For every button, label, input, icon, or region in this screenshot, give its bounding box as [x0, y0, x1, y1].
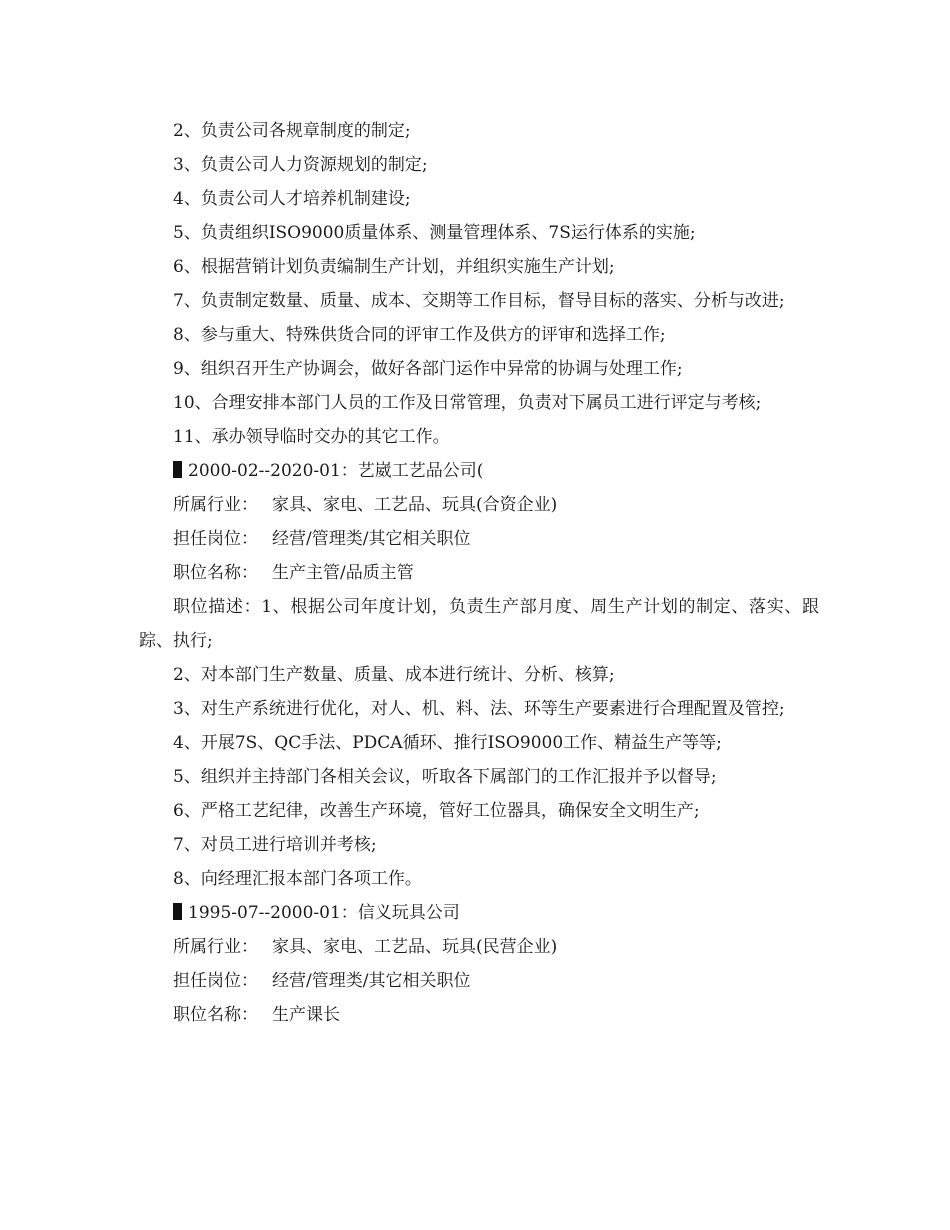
- field-label: 所属行业：: [173, 495, 258, 515]
- title-field: [139, 556, 819, 590]
- field-value: 家具、家电、工艺品、玩具(民营企业): [272, 937, 558, 957]
- section-marker-icon: [173, 903, 182, 920]
- duty-item: 8、参与重大、特殊供货合同的评审工作及供方的评审和选择工作;: [173, 325, 666, 345]
- duty-item: 10、合理安排本部门人员的工作及日常管理，负责对下属员工进行评定与考核;: [173, 393, 762, 413]
- duty-item: 6、根据营销计划负责编制生产计划，并组织实施生产计划;: [173, 257, 615, 277]
- field-value: 生产主管/品质主管: [272, 563, 414, 583]
- job-header-text: 1995-07--2000-01：信义玩具公司: [188, 903, 460, 923]
- duty-item: 11、承办领导临时交办的其它工作。: [173, 427, 450, 447]
- job-section-header: [139, 454, 819, 488]
- duty-item: 4、负责公司人才培养机制建设;: [173, 189, 411, 209]
- industry-field: [139, 930, 819, 964]
- field-value: 经营/管理类/其它相关职位: [272, 971, 471, 991]
- field-value: 经营/管理类/其它相关职位: [272, 529, 471, 549]
- field-label: 职位名称：: [173, 563, 258, 583]
- duty-item: 2、负责公司各规章制度的制定;: [173, 121, 411, 141]
- duty-item: 4、开展7S、QC手法、PDCA循环、推行ISO9000工作、精益生产等等;: [173, 733, 722, 753]
- position-field: [139, 964, 819, 998]
- section-marker-icon: [173, 461, 182, 478]
- duty-item: 7、负责制定数量、质量、成本、交期等工作目标，督导目标的落实、分析与改进;: [173, 291, 785, 311]
- job-header-text: 2000-02--2020-01：艺崴工艺品公司(: [188, 461, 484, 481]
- duty-item: 3、负责公司人力资源规划的制定;: [173, 155, 428, 175]
- field-value: 家具、家电、工艺品、玩具(合资企业): [272, 495, 558, 515]
- duty-item: 7、对员工进行培训并考核;: [173, 835, 377, 855]
- industry-field: [139, 488, 819, 522]
- field-label: 职位名称：: [173, 1005, 258, 1025]
- duty-item: 3、对生产系统进行优化，对人、机、料、法、环等生产要素进行合理配置及管控;: [173, 699, 785, 719]
- duty-item: 6、严格工艺纪律，改善生产环境，管好工位器具，确保安全文明生产;: [173, 801, 700, 821]
- field-label: 担任岗位：: [173, 529, 258, 549]
- job-section-header: [139, 896, 819, 930]
- field-label: 所属行业：: [173, 937, 258, 957]
- field-label: 担任岗位：: [173, 971, 258, 991]
- duty-item: 职位描述：1、根据公司年度计划，负责生产部月度、周生产计划的制定、落实、跟踪、执行;: [139, 597, 819, 651]
- duty-item: 9、组织召开生产协调会，做好各部门运作中异常的协调与处理工作;: [173, 359, 683, 379]
- duty-item: 8、向经理汇报本部门各项工作。: [173, 869, 422, 889]
- field-value: 生产课长: [272, 1005, 340, 1025]
- position-field: [139, 522, 819, 556]
- duty-item: 2、对本部门生产数量、质量、成本进行统计、分析、核算;: [173, 665, 615, 685]
- duty-item: 5、组织并主持部门各相关会议，听取各下属部门的工作汇报并予以督导;: [173, 767, 717, 787]
- duty-item: 5、负责组织ISO9000质量体系、测量管理体系、7S运行体系的实施;: [173, 223, 696, 243]
- title-field: [139, 998, 819, 1032]
- document-body: [139, 114, 819, 1032]
